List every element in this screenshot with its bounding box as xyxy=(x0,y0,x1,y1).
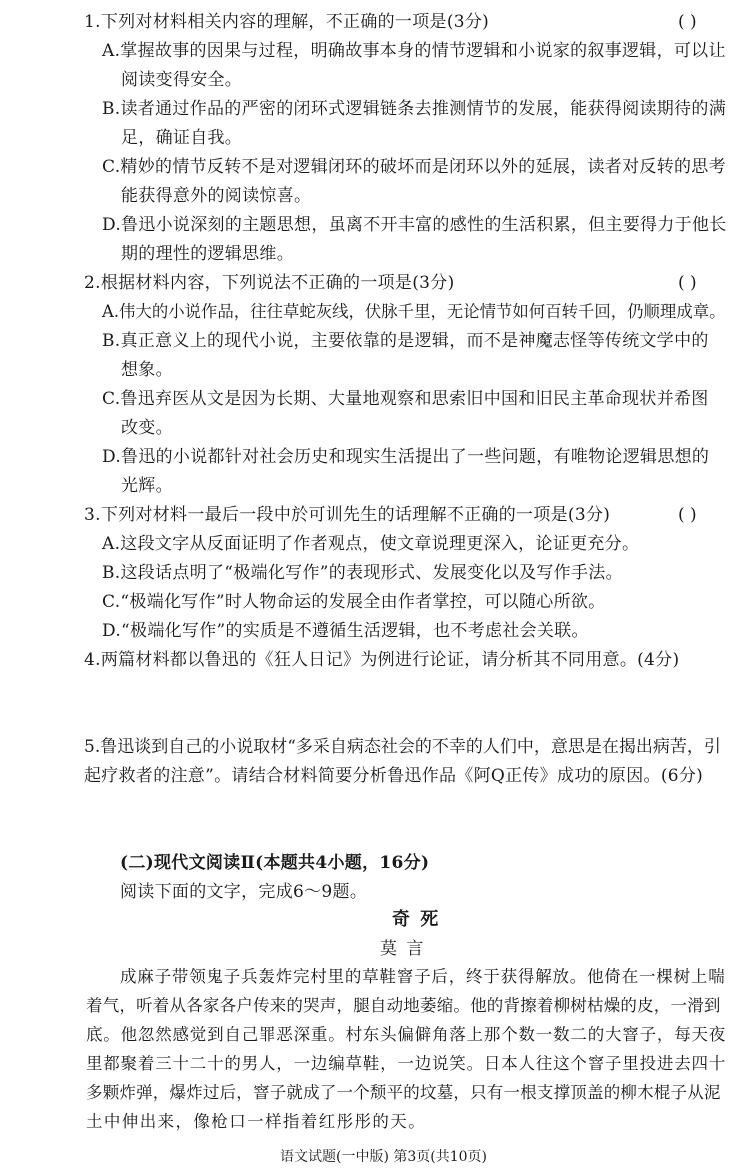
section-intro: 阅读下面的文字，完成6～9题。 xyxy=(120,882,368,902)
question-1-option-b-cont: 足，确证自我。 xyxy=(121,128,243,148)
question-2-option-c-cont: 改变。 xyxy=(121,418,173,438)
question-4-stem: 4.两篇材料都以鲁迅的《狂人日记》为例进行论证，请分析其不同用意。(4分) xyxy=(84,650,680,670)
question-5-stem-cont: 起疗救者的注意”。请结合材料简要分析鲁迅作品《阿Q正传》成功的原因。(6分) xyxy=(84,766,704,786)
question-3-stem: 3.下列对材料一最后一段中於可训先生的话理解不正确的一项是(3分) xyxy=(84,505,611,525)
question-3-option-a: A.这段文字从反面证明了作者观点，使文章说理更深入，论证更充分。 xyxy=(102,534,640,554)
question-1-option-d: D.鲁迅小说深刻的主题思想，虽离不开丰富的感性的生活积累，但主要得力于他长 xyxy=(102,215,727,235)
question-2-option-a: A.伟大的小说作品，往往草蛇灰线，伏脉千里，无论情节如何百转千回，仍顺理成章。 xyxy=(102,302,726,321)
question-1-option-a: A.掌握故事的因果与过程，明确故事本身的情节逻辑和小说家的叙事逻辑，可以让 xyxy=(102,41,726,61)
question-1-option-c-cont: 能获得意外的阅读惊喜。 xyxy=(121,186,312,206)
story-paragraph-line: 底。他忽然感觉到自己罪恶深重。村东头偏僻角落上那个数一数二的大窨子，每天夜 xyxy=(86,1025,727,1044)
question-2-stem: 2.根据材料内容，下列说法不正确的一项是(3分) xyxy=(84,273,455,293)
story-paragraph-line: 成麻子带领鬼子兵轰炸完村里的草鞋窨子后，终于获得解放。他倚在一棵树上喘 xyxy=(120,967,726,986)
page-footer: 语文试题(一中版) 第3页(共10页) xyxy=(280,1149,488,1165)
story-title: 奇 死 xyxy=(392,909,441,930)
question-1-stem: 1.下列对材料相关内容的理解，不正确的一项是(3分) xyxy=(84,12,490,32)
section-heading: (二)现代文阅读Ⅱ(本题共4小题，16分) xyxy=(120,853,430,873)
story-author: 莫 言 xyxy=(380,939,426,959)
story-paragraph-line: 着气，听着从各家各户传来的哭声，腿自动地萎缩。他的背擦着柳树枯燥的皮，一滑到 xyxy=(86,996,721,1015)
question-3-option-b: B.这段话点明了“极端化写作”的表现形式、发展变化以及写作手法。 xyxy=(102,563,623,583)
question-3-answer-blank: ( ) xyxy=(678,505,697,525)
story-paragraph-line: 里都聚着三十二十的男人，一边编草鞋，一边说笑。日本人往这个窨子里投进去四十 xyxy=(86,1054,727,1073)
question-2-option-b-cont: 想象。 xyxy=(121,360,173,380)
question-3-option-c: C.“极端化写作”时人物命运的发展全由作者掌控，可以随心所欲。 xyxy=(102,592,606,612)
question-1-option-c: C.精妙的情节反转不是对逻辑闭环的破坏而是闭环以外的延展，读者对反转的思考 xyxy=(102,157,726,177)
question-1-option-a-cont: 阅读变得安全。 xyxy=(121,70,243,90)
story-paragraph-line: 多颗炸弹，爆炸过后，窨子就成了一个颓平的坟墓，只有一根支撑顶盖的柳木棍子从泥 xyxy=(86,1083,721,1102)
question-2-answer-blank: ( ) xyxy=(678,273,697,293)
question-3-option-d: D.“极端化写作”的实质是不遵循生活逻辑，也不考虑社会关联。 xyxy=(102,621,589,641)
question-5-stem: 5.鲁迅谈到自己的小说取材“多采自病态社会的不幸的人们中，意思是在揭出病苦，引 xyxy=(84,737,721,757)
question-1-option-d-cont: 期的理性的逻辑思维。 xyxy=(121,244,294,264)
question-1-answer-blank: ( ) xyxy=(678,12,697,32)
question-2-option-d: D.鲁迅的小说都针对社会历史和现实生活提出了一些问题，有唯物论逻辑思想的 xyxy=(102,447,710,467)
question-2-option-b: B.真正意义上的现代小说，主要依靠的是逻辑，而不是神魔志怪等传统文学中的 xyxy=(102,331,709,351)
question-2-option-d-cont: 光辉。 xyxy=(121,476,173,496)
story-paragraph-line: 土中伸出来，像枪口一样指着红彤彤的天。 xyxy=(86,1112,427,1131)
question-2-option-c: C.鲁迅弃医从文是因为长期、大量地观察和思索旧中国和旧民主革命现状并希图 xyxy=(102,389,709,409)
question-1-option-b: B.读者通过作品的严密的闭环式逻辑链条去推测情节的发展，能获得阅读期待的满 xyxy=(102,99,726,119)
